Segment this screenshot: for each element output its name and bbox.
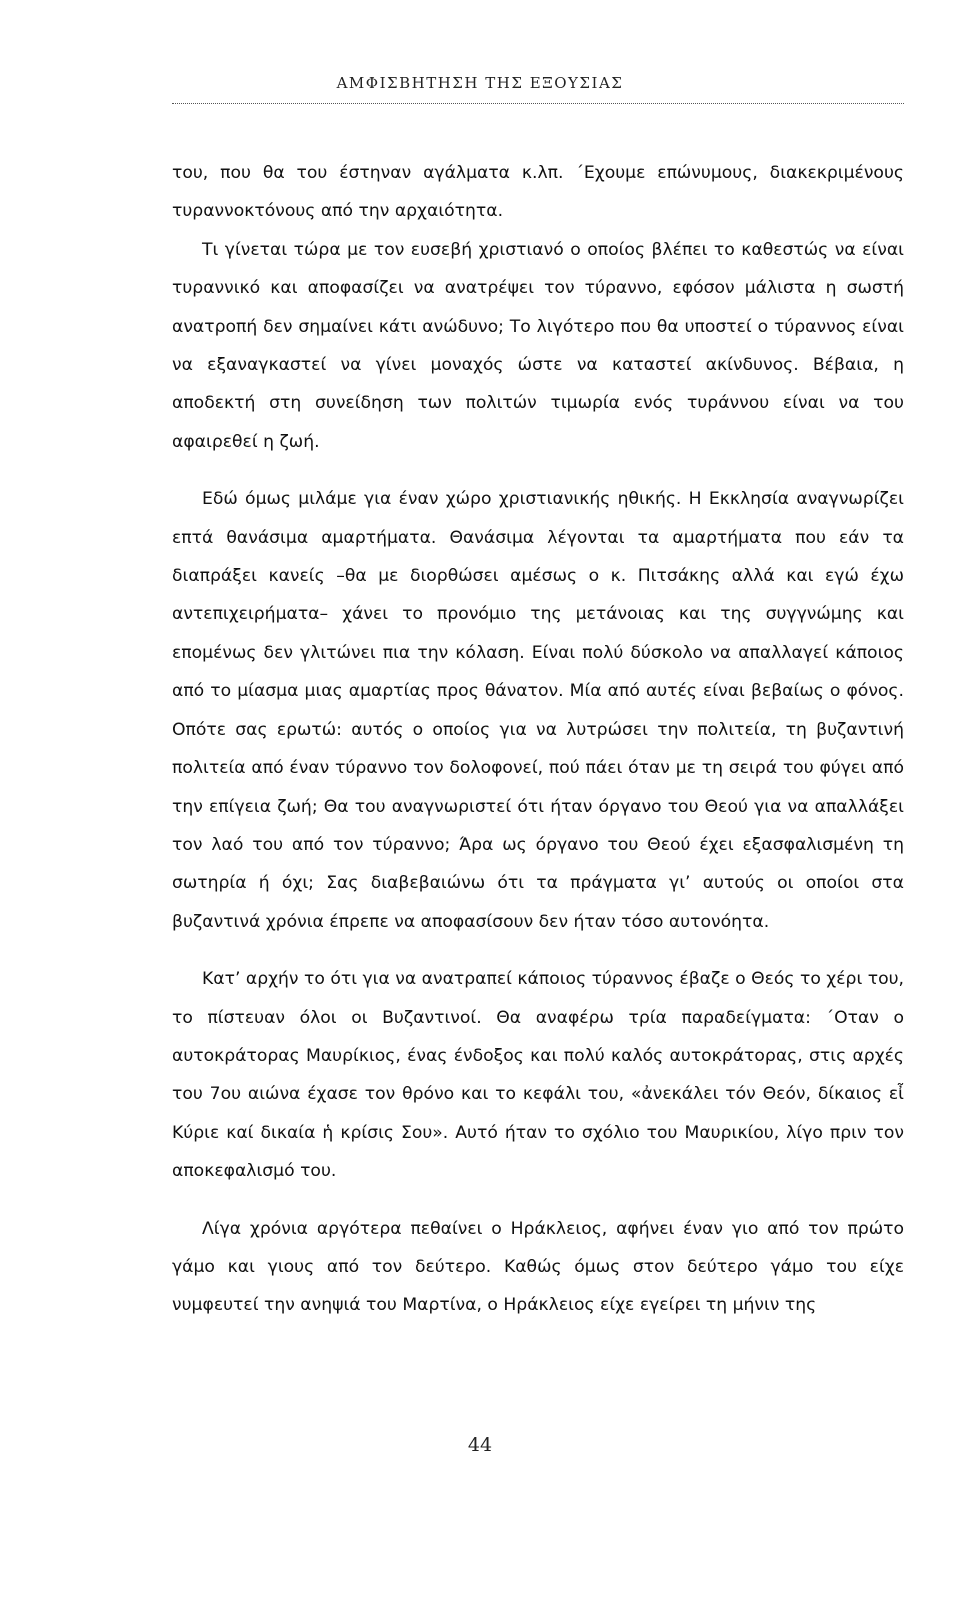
paragraph: Εδώ όμως μιλάμε για έναν χώρο χριστιανικής ηθικής. Η Εκκλησία αναγνωρίζει επτά θανάσιμα αμαρτήματα. Θανάσιμα λέγονται τα αμαρτήματα που εάν τα διαπράξει κανείς –θα με διορθώσει αμέσως ο κ. Πιτσάκης αλλά και εγώ έχω αντεπιχειρήματα– χάνει το προνόμιο της μετάνοιας και της συγγνώμης και επομένως δεν γλιτώνει πια την κόλαση. Είναι πολύ δύσκολο να απαλλαγεί κάποιος από το μίασμα μιας αμαρτίας προς θάνατον. Μία από αυτές είναι βεβαίως ο φόνος. Οπότε σας ερωτώ: αυτός ο οποίος για να λυτρώσει την πολιτεία, τη βυζαντινή πολιτεία από έναν τύραννο τον δολοφονεί, πού πάει όταν με τη σειρά του φύγει από την επίγεια ζωή; Θα του αναγνωριστεί ότι ήταν όργανο του Θεού για να απαλλάξει τον λαό του από τον τύραννο; Άρα ως όργανο του Θεού έχει εξασφαλισμένη τη σωτηρία ή όχι; Σας διαβεβαιώνω ότι τα πράγματα γι’ αυτούς οι οποίοι στα βυζαντινά χρόνια έπρεπε να αποφασίσουν δεν ήταν τόσο αυτονόητα. xyxy=(172,489,904,932)
header-divider xyxy=(172,103,904,104)
paragraph: Λίγα χρόνια αργότερα πεθαίνει ο Ηράκλειος, αφήνει έναν γιο από τον πρώτο γάμο και γιους από τον δεύτερο. Καθώς όμως στον δεύτερο γάμο του είχε νυμφευτεί την ανηψιά του Μαρτίνα, ο Ηράκλειος είχε εγείρει τη μήνιν της xyxy=(172,1218,904,1316)
paragraph-continuation: του, που θα του έστηναν αγάλματα κ.λπ. ΄Εχουμε επώνυμους, διακεκριμένους τυραννοκτόνους από την αρχαιότητα. xyxy=(172,163,904,222)
running-header: ΑΜΦΙΣΒΗΤΗΣΗ ΤΗΣ ΕΞΟΥΣΙΑΣ xyxy=(336,74,624,92)
page-number: 44 xyxy=(467,1434,493,1456)
paragraph: Τι γίνεται τώρα με τον ευσεβή χριστιανό ο οποίος βλέπει το καθεστώς να είναι τυραννικό και αποφασίζει να ανατρέψει τον τύραννο, εφόσον μάλιστα η σωστή ανατροπή δεν σημαίνει κάτι ανώδυνο; Το λιγότερο που θα υποστεί ο τύραννος είναι να εξαναγκαστεί να γίνει μοναχός ώστε να καταστεί ακίνδυνος. Βέβαια, η αποδεκτή στη συνείδηση των πολιτών τιμωρία ενός τυράννου είναι να του αφαιρεθεί η ζωή. xyxy=(172,239,904,452)
paragraph: Κατ’ αρχήν το ότι για να ανατραπεί κάποιος τύραννος έβαζε ο Θεός το χέρι του, το πίστευαν όλοι οι Βυζαντινοί. Θα αναφέρω τρία παραδείγματα: ΄Οταν ο αυτοκράτορας Μαυρίκιος, ένας ένδοξος και πολύ καλός αυτοκράτορας, στις αρχές του 7ου αιώνα έχασε τον θρόνο και το κεφάλι του, «ἀνεκάλει τόν Θεόν, δίκαιος εἶ Κύριε καί δικαία ἡ κρίσις Σου». Αυτό ήταν το σχόλιο του Μαυρικίου, λίγο πριν τον αποκεφαλισμό του. xyxy=(172,969,904,1182)
body-text xyxy=(172,154,904,1325)
